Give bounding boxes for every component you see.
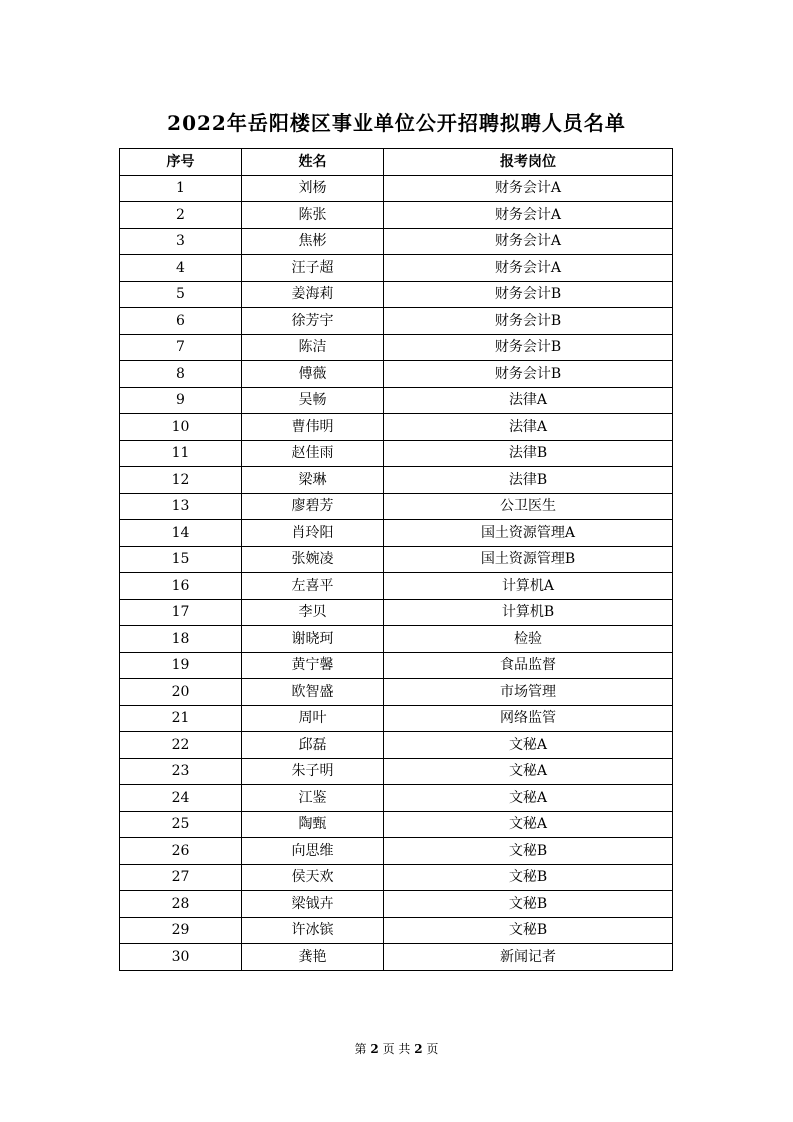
cell-name: 许冰镔 — [242, 917, 384, 944]
table-row — [120, 440, 673, 467]
page-title: 2022年岳阳楼区事业单位公开招聘拟聘人员名单 — [167, 111, 626, 135]
cell-position: 文秘B — [384, 838, 673, 865]
cell-name: 赵佳雨 — [242, 440, 384, 467]
table-row — [120, 255, 673, 282]
cell-position: 文秘B — [384, 917, 673, 944]
table-row — [120, 679, 673, 706]
cell-position: 财务会计B — [384, 281, 673, 308]
cell-name: 江鉴 — [242, 785, 384, 812]
table-row — [120, 785, 673, 812]
table-row — [120, 732, 673, 759]
cell-name: 姜海莉 — [242, 281, 384, 308]
cell-position: 财务会计B — [384, 308, 673, 335]
cell-no: 26 — [120, 838, 242, 865]
cell-name: 曹伟明 — [242, 414, 384, 441]
cell-name: 梁钺卉 — [242, 891, 384, 918]
cell-no: 17 — [120, 599, 242, 626]
footer-suffix: 页 — [426, 1042, 439, 1056]
table-row — [120, 944, 673, 971]
table-row — [120, 864, 673, 891]
table-row — [120, 387, 673, 414]
cell-position: 新闻记者 — [384, 944, 673, 971]
cell-no: 3 — [120, 228, 242, 255]
cell-position: 网络监管 — [384, 705, 673, 732]
hiring-roster-table — [119, 148, 673, 971]
cell-position: 财务会计B — [384, 334, 673, 361]
cell-no: 1 — [120, 175, 242, 202]
cell-no: 13 — [120, 493, 242, 520]
cell-name: 梁琳 — [242, 467, 384, 494]
table-row — [120, 652, 673, 679]
footer-middle: 页 共 — [382, 1042, 411, 1056]
cell-name: 吴畅 — [242, 387, 384, 414]
cell-position: 食品监督 — [384, 652, 673, 679]
cell-no: 5 — [120, 281, 242, 308]
cell-no: 29 — [120, 917, 242, 944]
table-row — [120, 175, 673, 202]
cell-position: 文秘A — [384, 785, 673, 812]
cell-name: 陈张 — [242, 202, 384, 229]
cell-no: 7 — [120, 334, 242, 361]
footer-current-page: 2 — [370, 1042, 379, 1056]
cell-no: 14 — [120, 520, 242, 547]
cell-no: 11 — [120, 440, 242, 467]
cell-position: 检验 — [384, 626, 673, 653]
cell-name: 张婉凌 — [242, 546, 384, 573]
cell-position: 计算机A — [384, 573, 673, 600]
cell-name: 左喜平 — [242, 573, 384, 600]
cell-position: 公卫医生 — [384, 493, 673, 520]
cell-name: 向思维 — [242, 838, 384, 865]
cell-position: 国土资源管理A — [384, 520, 673, 547]
cell-no: 20 — [120, 679, 242, 706]
table-row — [120, 228, 673, 255]
cell-no: 15 — [120, 546, 242, 573]
cell-position: 文秘A — [384, 758, 673, 785]
cell-name: 邱磊 — [242, 732, 384, 759]
cell-name: 周叶 — [242, 705, 384, 732]
table-row — [120, 467, 673, 494]
table-row — [120, 891, 673, 918]
cell-name: 汪子超 — [242, 255, 384, 282]
cell-position: 文秘A — [384, 811, 673, 838]
cell-position: 文秘B — [384, 891, 673, 918]
cell-no: 24 — [120, 785, 242, 812]
table-row — [120, 811, 673, 838]
cell-no: 4 — [120, 255, 242, 282]
cell-no: 28 — [120, 891, 242, 918]
cell-no: 9 — [120, 387, 242, 414]
table-row — [120, 308, 673, 335]
table-body — [120, 175, 673, 970]
cell-no: 19 — [120, 652, 242, 679]
cell-no: 12 — [120, 467, 242, 494]
cell-no: 21 — [120, 705, 242, 732]
cell-position: 计算机B — [384, 599, 673, 626]
cell-no: 8 — [120, 361, 242, 388]
cell-name: 欧智盛 — [242, 679, 384, 706]
cell-name: 侯天欢 — [242, 864, 384, 891]
table-row — [120, 626, 673, 653]
cell-no: 2 — [120, 202, 242, 229]
cell-position: 财务会计A — [384, 228, 673, 255]
cell-position: 法律B — [384, 467, 673, 494]
cell-name: 谢晓珂 — [242, 626, 384, 653]
table-row — [120, 838, 673, 865]
table-row — [120, 599, 673, 626]
table-row — [120, 202, 673, 229]
cell-no: 22 — [120, 732, 242, 759]
cell-name: 陶甄 — [242, 811, 384, 838]
table-row — [120, 758, 673, 785]
table-row — [120, 917, 673, 944]
table-row — [120, 705, 673, 732]
cell-position: 财务会计A — [384, 255, 673, 282]
cell-name: 焦彬 — [242, 228, 384, 255]
cell-name: 徐芳宇 — [242, 308, 384, 335]
table-row — [120, 334, 673, 361]
cell-position: 国土资源管理B — [384, 546, 673, 573]
cell-no: 16 — [120, 573, 242, 600]
footer-prefix: 第 — [354, 1042, 367, 1056]
cell-no: 18 — [120, 626, 242, 653]
column-header-no: 序号 — [120, 149, 242, 176]
cell-name: 龚艳 — [242, 944, 384, 971]
cell-name: 廖碧芳 — [242, 493, 384, 520]
cell-position: 法律B — [384, 440, 673, 467]
cell-position: 法律A — [384, 387, 673, 414]
table-row — [120, 281, 673, 308]
cell-position: 财务会计A — [384, 175, 673, 202]
table-row — [120, 361, 673, 388]
cell-position: 法律A — [384, 414, 673, 441]
cell-name: 肖玲阳 — [242, 520, 384, 547]
cell-name: 傅薇 — [242, 361, 384, 388]
cell-no: 23 — [120, 758, 242, 785]
page-footer — [0, 1041, 793, 1057]
table-row — [120, 493, 673, 520]
table-header-row — [120, 149, 673, 176]
cell-position: 市场管理 — [384, 679, 673, 706]
cell-name: 刘杨 — [242, 175, 384, 202]
column-header-name: 姓名 — [242, 149, 384, 176]
cell-name: 朱子明 — [242, 758, 384, 785]
cell-no: 6 — [120, 308, 242, 335]
cell-no: 30 — [120, 944, 242, 971]
cell-no: 25 — [120, 811, 242, 838]
table-row — [120, 573, 673, 600]
cell-position: 财务会计B — [384, 361, 673, 388]
table-row — [120, 520, 673, 547]
cell-position: 文秘B — [384, 864, 673, 891]
cell-no: 27 — [120, 864, 242, 891]
footer-total-pages: 2 — [414, 1042, 423, 1056]
cell-position: 财务会计A — [384, 202, 673, 229]
cell-position: 文秘A — [384, 732, 673, 759]
table-row — [120, 414, 673, 441]
cell-name: 陈洁 — [242, 334, 384, 361]
cell-no: 10 — [120, 414, 242, 441]
table-row — [120, 546, 673, 573]
cell-name: 黄宁馨 — [242, 652, 384, 679]
column-header-position: 报考岗位 — [384, 149, 673, 176]
cell-name: 李贝 — [242, 599, 384, 626]
